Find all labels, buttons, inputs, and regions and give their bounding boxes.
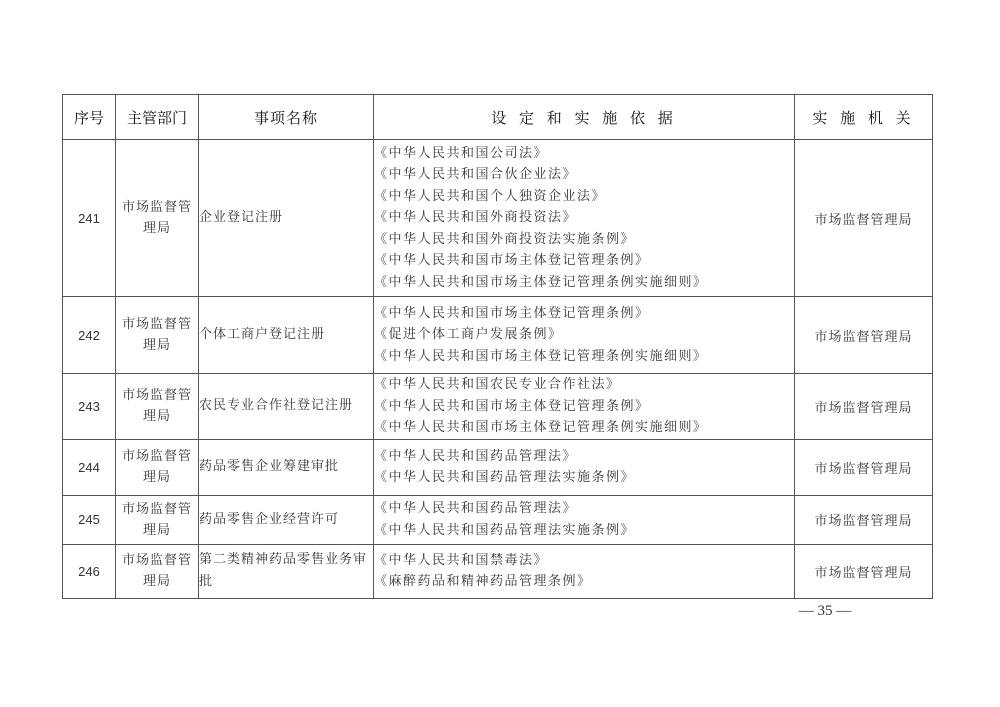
basis-line: 《中华人民共和国药品管理法实施条例》 [374,470,636,485]
basis-line: 《麻醉药品和精神药品管理条例》 [374,574,592,589]
header-implementing-agency: 实 施 机 关 [795,95,933,140]
row-item-name: 农民专业合作社登记注册 [199,374,374,440]
row-department: 市场监督管理局 [116,495,199,544]
row-implementing-agency: 市场监督管理局 [795,439,933,495]
table-row [63,544,933,598]
basis-line: 《中华人民共和国市场主体登记管理条例实施细则》 [374,274,708,290]
row-implementing-agency: 市场监督管理局 [795,374,933,440]
header-legal-basis: 设 定 和 实 施 依 据 [374,95,795,140]
row-item-name: 企业登记注册 [199,140,374,297]
basis-line: 《中华人民共和国农民专业合作社法》 [374,377,621,392]
row-item-name: 第二类精神药品零售业务审批 [199,544,374,598]
basis-line: 《中华人民共和国外商投资法》 [374,210,578,226]
table-row [63,439,933,495]
row-legal-basis [374,495,795,544]
row-department: 市场监督管理局 [116,140,199,297]
basis-line: 《中华人民共和国市场主体登记管理条例》 [374,305,650,321]
basis-line: 《中华人民共和国市场主体登记管理条例》 [374,398,650,414]
basis-line: 《促进个体工商户发展条例》 [374,327,563,343]
basis-line: 《中华人民共和国市场主体登记管理条例》 [374,253,650,269]
table-row [63,140,933,297]
table-row [63,374,933,440]
page-number: — 35 — [798,603,852,619]
row-serial-number: 243 [63,374,116,440]
row-item-name: 药品零售企业经营许可 [199,495,374,544]
row-department: 市场监督管理局 [116,297,199,374]
row-serial-number: 242 [63,297,116,374]
basis-line: 《中华人民共和国禁毒法》 [374,552,549,568]
header-department: 主管部门 [116,95,199,140]
row-department: 市场监督管理局 [116,439,199,495]
row-implementing-agency: 市场监督管理局 [795,140,933,297]
table-header-row [63,95,933,140]
row-item-name: 个体工商户登记注册 [199,297,374,374]
basis-line: 《中华人民共和国药品管理法实施条例》 [374,522,636,538]
basis-line: 《中华人民共和国市场主体登记管理条例实施细则》 [374,348,708,364]
row-legal-basis [374,374,795,440]
basis-line: 《中华人民共和国外商投资法实施条例》 [374,231,636,247]
basis-line: 《中华人民共和国药品管理法》 [374,448,578,464]
basis-line: 《中华人民共和国个人独资企业法》 [374,188,607,204]
basis-line: 《中华人民共和国公司法》 [374,145,549,161]
row-implementing-agency: 市场监督管理局 [795,297,933,374]
row-department: 市场监督管理局 [116,374,199,440]
header-item-name: 事项名称 [199,95,374,140]
header-serial-number: 序号 [63,95,116,140]
row-legal-basis [374,439,795,495]
row-serial-number: 246 [63,544,116,598]
row-implementing-agency: 市场监督管理局 [795,544,933,598]
basis-line: 《中华人民共和国合伙企业法》 [374,167,578,183]
row-serial-number: 244 [63,439,116,495]
approval-items-table [62,94,933,599]
row-legal-basis [374,544,795,598]
row-department: 市场监督管理局 [116,544,199,598]
row-serial-number: 241 [63,140,116,297]
basis-line: 《中华人民共和国药品管理法》 [374,501,578,516]
basis-line: 《中华人民共和国市场主体登记管理条例实施细则》 [374,420,708,435]
row-legal-basis [374,297,795,374]
row-serial-number: 245 [63,495,116,544]
table-row [63,495,933,544]
table-row [63,297,933,374]
row-implementing-agency: 市场监督管理局 [795,495,933,544]
row-legal-basis [374,140,795,297]
row-item-name: 药品零售企业筹建审批 [199,439,374,495]
